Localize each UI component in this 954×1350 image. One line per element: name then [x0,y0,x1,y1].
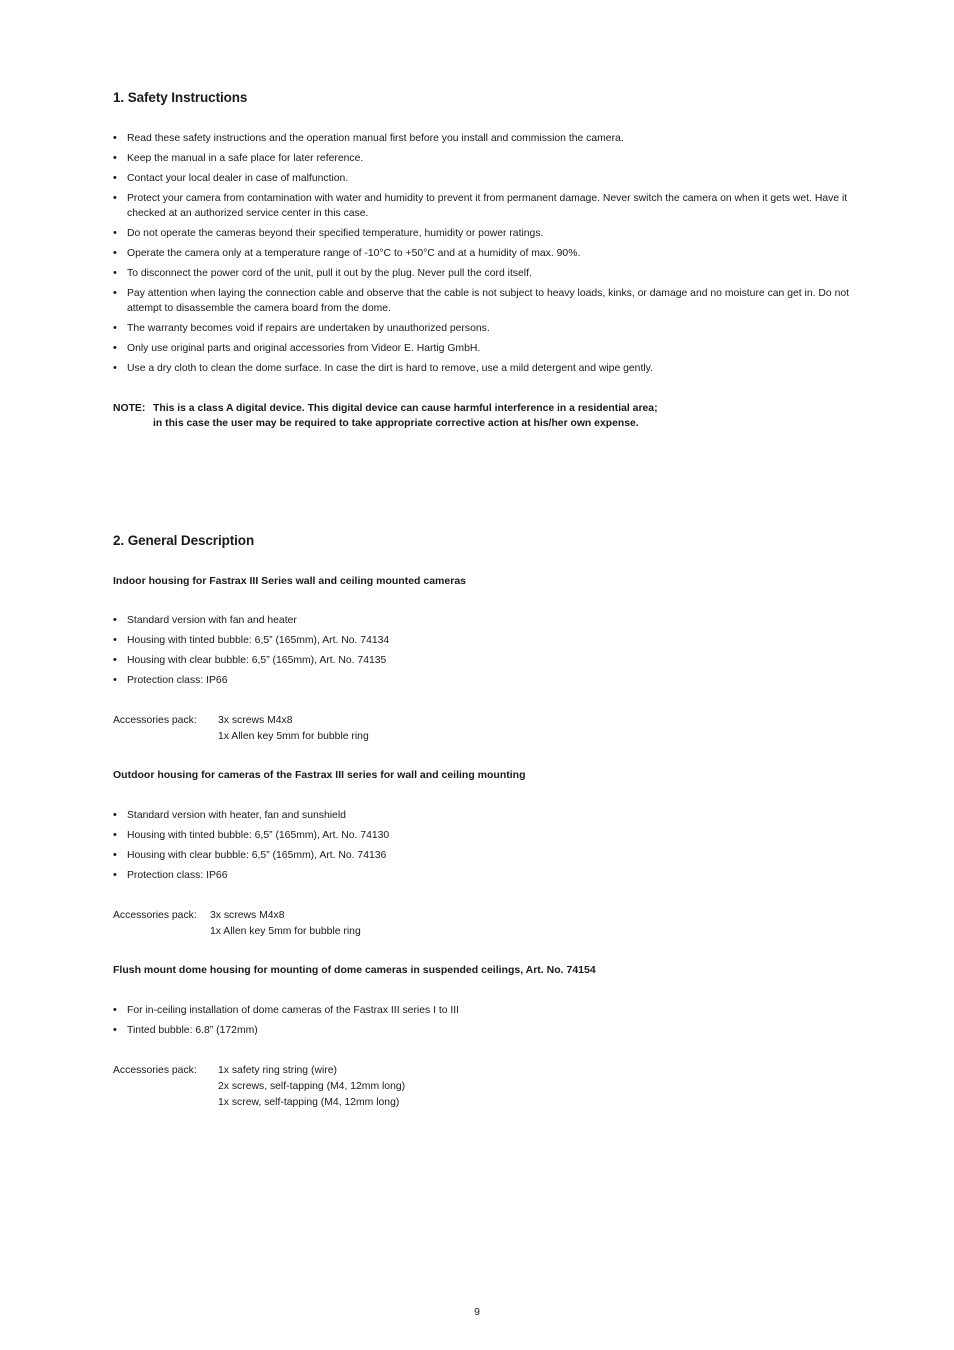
indoor-list [113,613,853,693]
accessories-outdoor [113,908,361,940]
list-item: • Tinted bubble: 6.8” (172mm) [113,1023,853,1038]
accessories-label: Accessories pack: [113,1065,197,1076]
list-item: • Standard version with fan and heater [113,613,853,628]
accessory-line: 1x Allen key 5mm for bubble ring [218,731,369,742]
list-item: • Protect your camera from contamination with water and humidity to prevent it from permanent damage. Never switch the camera on when it gets wet. Have it checked at an authorized service center in this case. [113,191,853,221]
list-item: • Housing with tinted bubble: 6,5” (165mm), Art. No. 74134 [113,633,853,648]
accessory-line: 3x screws M4x8 [218,715,293,726]
list-item: • Standard version with heater, fan and sunshield [113,808,853,823]
list-item: • To disconnect the power cord of the unit, pull it out by the plug. Never pull the cord itself. [113,266,853,281]
safety-list [113,131,853,381]
section-title-general: 2. General Description [113,533,255,548]
list-item: • Housing with clear bubble: 6,5” (165mm), Art. No. 74135 [113,653,853,668]
list-item: • Operate the camera only at a temperature range of -10°C to +50°C and at a humidity of max. 90%. [113,246,853,261]
accessory-line: 3x screws M4x8 [210,910,285,921]
list-item: • Use a dry cloth to clean the dome surface. In case the dirt is hard to remove, use a mild detergent and wipe gently. [113,361,853,376]
subheading-flush: Flush mount dome housing for mounting of dome cameras in suspended ceilings, Art. No. 74154 [113,964,596,976]
subheading-indoor: Indoor housing for Fastrax III Series wall and ceiling mounted cameras [113,575,467,587]
note-block [113,401,853,431]
note-label: NOTE: [113,403,146,414]
list-item: • Protection class: IP66 [113,868,853,883]
list-item: • Keep the manual in a safe place for later reference. [113,151,853,166]
list-item: • Do not operate the cameras beyond their specified temperature, humidity or power ratings. [113,226,853,241]
list-item: • Housing with clear bubble: 6,5” (165mm), Art. No. 74136 [113,848,853,863]
accessories-indoor [113,713,369,745]
accessories-label: Accessories pack: [113,715,197,726]
note-line: in this case the user may be required to take appropriate corrective action at his/her own expense. [153,418,639,429]
note-line: This is a class A digital device. This digital device can cause harmful interference in a residential area; [153,403,658,414]
list-item: • Protection class: IP66 [113,673,853,688]
list-item: • Only use original parts and original accessories from Videor E. Hartig GmbH. [113,341,853,356]
list-item: • Pay attention when laying the connection cable and observe that the cable is not subject to heavy loads, kinks, or damage and no moisture can get in. Do not attempt to disassemble the camera board from the dome. [113,286,853,316]
list-item: • The warranty becomes void if repairs are undertaken by unauthorized persons. [113,321,853,336]
subheading-outdoor: Outdoor housing for cameras of the Fastrax III series for wall and ceiling mounting [113,769,526,781]
accessory-line: 1x safety ring string (wire) [218,1065,337,1076]
accessories-flush [113,1063,405,1111]
accessory-line: 1x screw, self-tapping (M4, 12mm long) [218,1097,400,1108]
page-number: 9 [474,1307,480,1318]
list-item: • Read these safety instructions and the operation manual first before you install and commission the camera. [113,131,853,146]
accessory-line: 1x Allen key 5mm for bubble ring [210,926,361,937]
list-item: • For in-ceiling installation of dome cameras of the Fastrax III series I to III [113,1003,853,1018]
flush-list [113,1003,853,1043]
list-item: • Housing with tinted bubble: 6,5” (165mm), Art. No. 74130 [113,828,853,843]
outdoor-list [113,808,853,888]
section-title-safety: 1. Safety Instructions [113,90,248,105]
list-item: • Contact your local dealer in case of malfunction. [113,171,853,186]
accessory-line: 2x screws, self-tapping (M4, 12mm long) [218,1081,406,1092]
accessories-label: Accessories pack: [113,910,197,921]
